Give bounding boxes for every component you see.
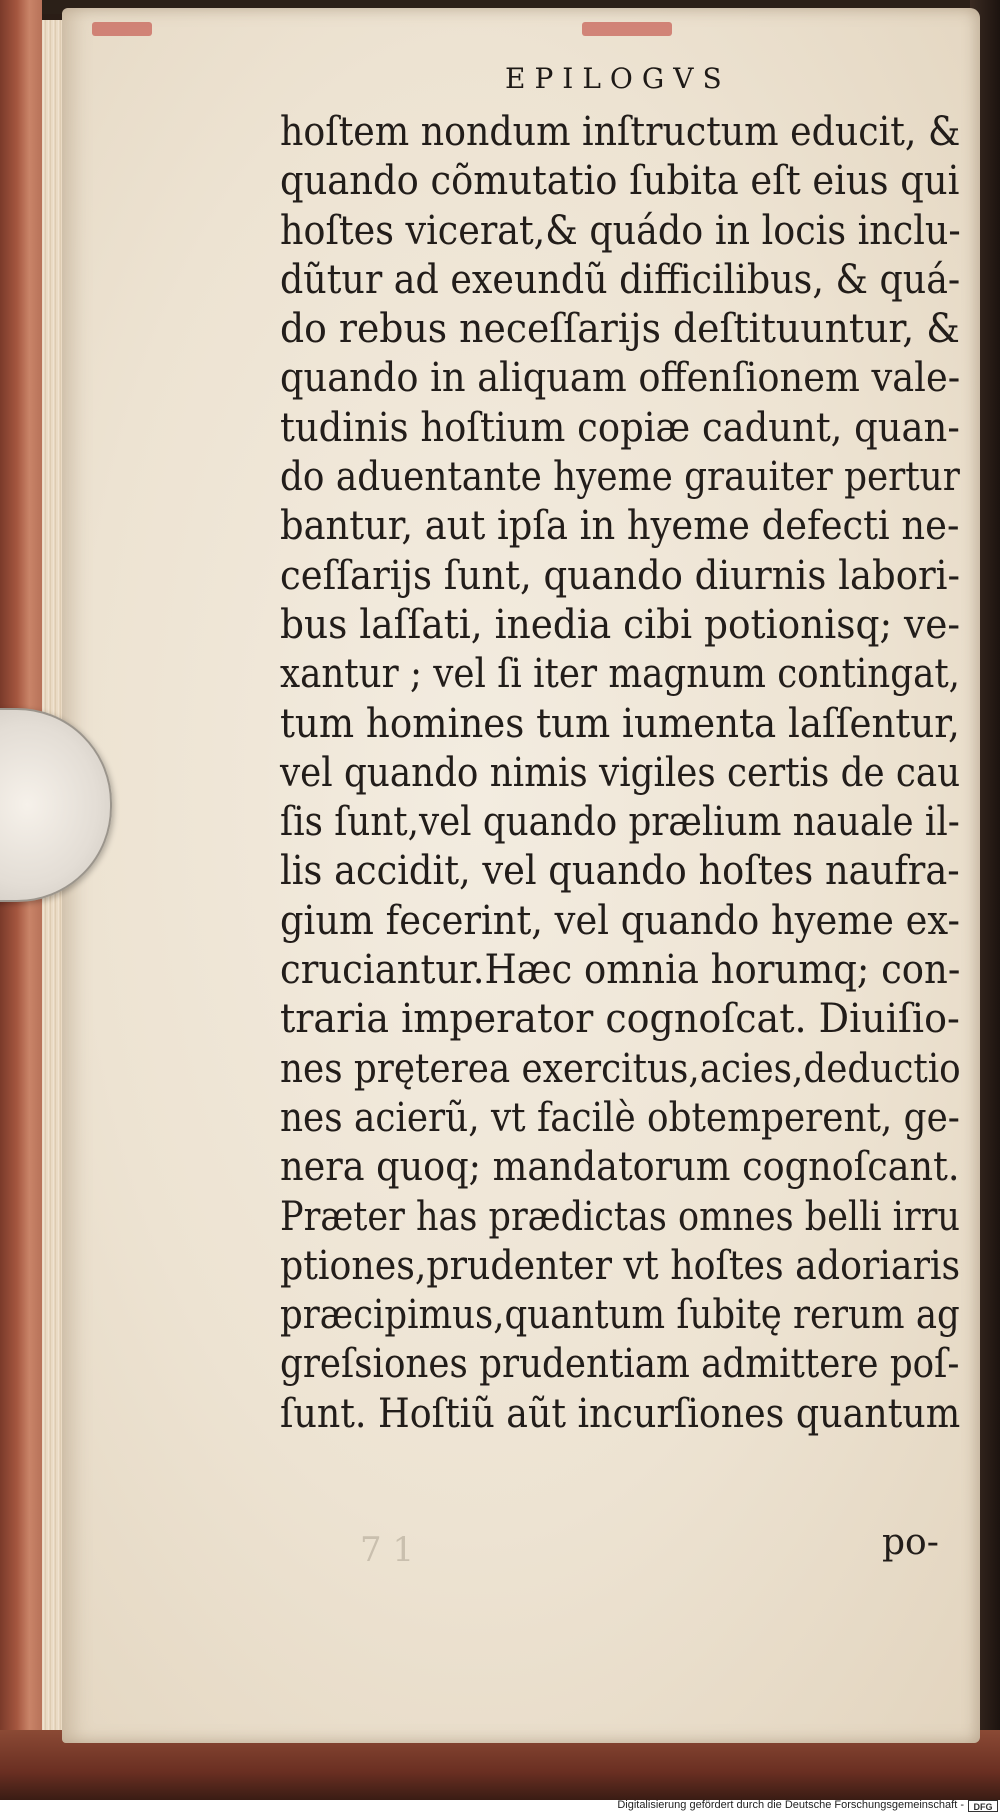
text-line: tudinis hoſtium copiæ cadunt, quan-	[280, 404, 960, 451]
text-line: tum homines tum iumenta laſſentur,	[280, 700, 960, 747]
text-line: greſsiones prudentiam admittere poſ-	[280, 1341, 960, 1388]
text-line: dũtur ad exeundũ difficilibus, & quá-	[280, 256, 961, 303]
catchword: po-	[882, 1522, 939, 1563]
text-line: gium fecerint, vel quando hyeme ex-	[280, 897, 960, 944]
text-line: quando cõmutatio ſubita eſt eius qui	[280, 158, 960, 205]
text-line: Præter has prædictas omnes belli irru	[280, 1193, 960, 1240]
red-stain	[582, 22, 672, 36]
text-line: hoſtem nondum inſtructum educit, &	[280, 109, 961, 155]
book-cover-left	[0, 0, 42, 1813]
text-line: ceſſarijs ſunt, quando diurnis labori-	[280, 552, 961, 599]
text-line: ſunt. Hoſtiũ aũt incurſiones quantum	[280, 1390, 961, 1437]
red-stain	[92, 22, 152, 36]
running-head: EPILOGVS	[505, 62, 731, 95]
text-line: traria imperator cognoſcat. Diuiſio-	[280, 996, 960, 1043]
text-line: xantur ; vel ſi iter magnum contingat,	[280, 651, 960, 698]
text-line: lis accidit, vel quando hoſtes naufra-	[280, 848, 960, 895]
text-line: do rebus neceſſarijs deſtituuntur, &	[280, 306, 960, 353]
text-line: quando in aliquam offenſionem vale-	[280, 355, 961, 402]
text-line: nera quoq; mandatorum cognoſcant.	[280, 1144, 960, 1191]
text-line: nes acierũ, vt facilè obtemperent, ge-	[280, 1094, 960, 1141]
text-line: ptiones,prudenter vt hoſtes adoriaris	[280, 1242, 961, 1289]
text-line: præcipimus,quantum ſubitę rerum ag	[280, 1292, 960, 1339]
main-text-block	[280, 108, 960, 1439]
text-line: bus laſſati, inedia cibi potionisq; ve-	[280, 601, 961, 648]
text-line: bantur, aut ipſa in hyeme defecti ne-	[280, 503, 960, 550]
text-line: do aduentante hyeme grauiter pertur	[280, 454, 960, 501]
text-line: cruciantur.Hæc omnia horumq; con-	[280, 947, 961, 994]
text-line: vel quando nimis vigiles certis de cau	[280, 749, 961, 796]
text-line: nes prętereа exercitus,acies,deductio	[280, 1045, 961, 1092]
footer-credit: Digitalisierung gefördert durch die Deutsche Forschungsgemeinschaft -	[617, 1799, 964, 1811]
text-line: ſis ſunt,vel quando prælium nauale il-	[280, 799, 960, 846]
dfg-logo: DFG	[968, 1800, 998, 1812]
text-line: hoſtes vicerat,& quádo in locis inclu-	[280, 207, 961, 254]
faint-mark: 7 1	[360, 1530, 415, 1570]
